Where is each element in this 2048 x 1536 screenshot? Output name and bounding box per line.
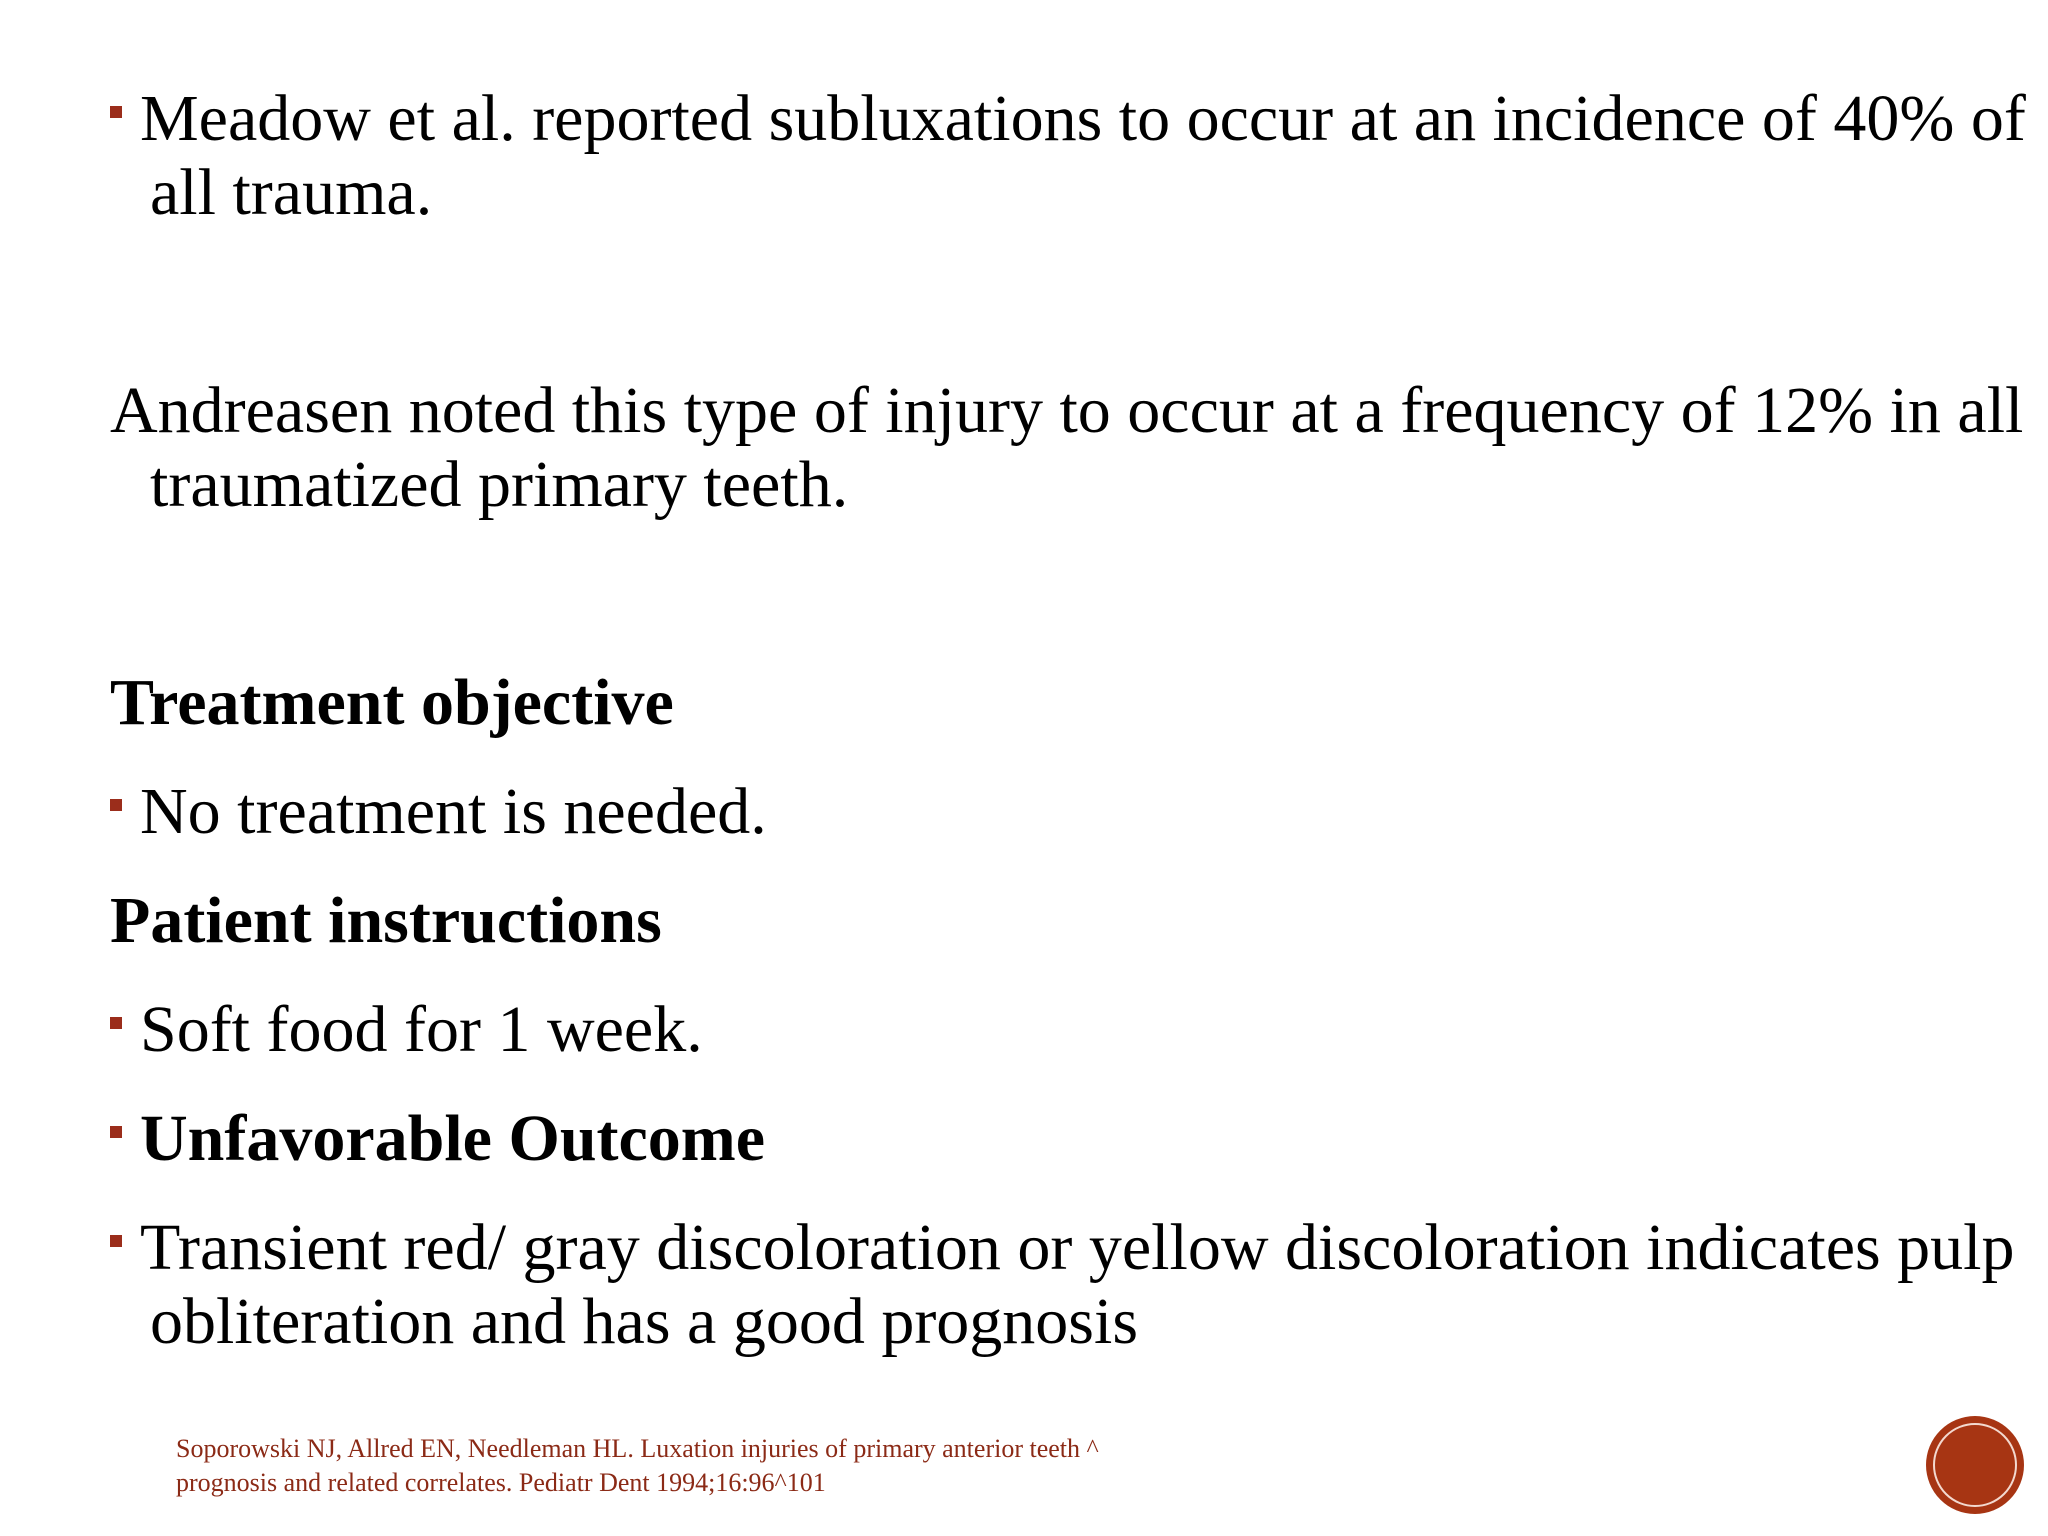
heading-patient-instructions-text: Patient instructions bbox=[110, 884, 662, 957]
bullet-item-incidence bbox=[110, 82, 2030, 230]
square-bullet-icon bbox=[110, 1126, 122, 1138]
frequency-text: Andreasen noted this type of injury to occur at a frequency of 12% in all traumatized primary teeth. bbox=[110, 374, 2024, 521]
bullet-item-discoloration bbox=[110, 1211, 2030, 1359]
no-treatment-text: No treatment is needed. bbox=[140, 775, 767, 848]
square-bullet-icon bbox=[110, 1235, 122, 1247]
square-bullet-icon bbox=[110, 799, 122, 811]
reference-line-1: Soporowski NJ, Allred EN, Needleman HL. Luxation injuries of primary anterior teeth ^ bbox=[176, 1434, 1099, 1463]
heading-treatment-objective-text: Treatment objective bbox=[110, 666, 674, 739]
badge-ring bbox=[1933, 1423, 2017, 1507]
bullet-item-soft-food bbox=[110, 993, 2030, 1067]
bullet-item-unfavorable-outcome bbox=[110, 1102, 2030, 1176]
reference-citation bbox=[176, 1432, 1276, 1500]
discoloration-text: Transient red/ gray discoloration or yellow discoloration indicates pulp obliteration and has a good prognosis bbox=[140, 1211, 2015, 1358]
incidence-text: Meadow et al. reported subluxations to occur at an incidence of 40% of all trauma. bbox=[140, 82, 2026, 229]
paragraph-frequency bbox=[110, 374, 2030, 522]
heading-treatment-objective bbox=[110, 666, 1990, 740]
heading-patient-instructions bbox=[110, 884, 1990, 958]
slide-badge-icon bbox=[1928, 1418, 2022, 1512]
soft-food-text: Soft food for 1 week. bbox=[140, 993, 703, 1066]
unfavorable-outcome-text: Unfavorable Outcome bbox=[140, 1102, 766, 1175]
reference-line-2: prognosis and related correlates. Pediatr Dent 1994;16:96^101 bbox=[176, 1468, 826, 1497]
square-bullet-icon bbox=[110, 106, 122, 118]
square-bullet-icon bbox=[110, 1017, 122, 1029]
bullet-item-no-treatment bbox=[110, 775, 2030, 849]
